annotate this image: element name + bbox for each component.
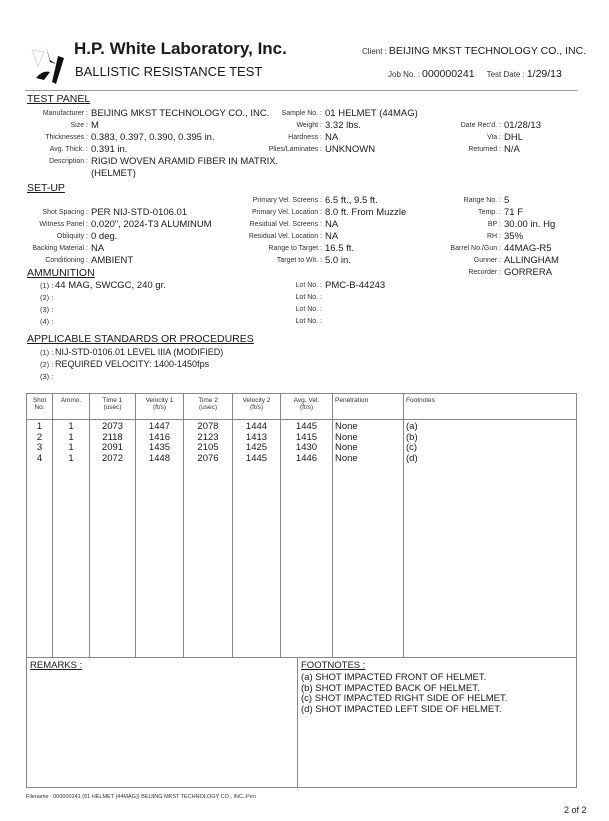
column-header-line: Footnotes [406, 397, 435, 404]
table-cell: None [335, 442, 358, 453]
setup-field-value: NA [91, 243, 105, 254]
setup-field-label: Residual Vel. Location : [248, 233, 322, 240]
column-header-line: (ft/s) [250, 404, 263, 411]
client-value: BEIJING MKST TECHNOLOGY CO., INC. [388, 45, 587, 57]
panel-field-label: Weight : [296, 122, 322, 129]
test-date-label: Test Date : [486, 70, 525, 79]
setup-field-value: 5.0 in. [325, 255, 351, 266]
column-header-line: (ft/s) [300, 404, 313, 411]
table-cell: 1447 [148, 421, 171, 432]
table-cell: 1446 [295, 452, 318, 464]
table-cell: 2073 [101, 421, 124, 432]
job-field [388, 68, 562, 80]
column-header [53, 394, 90, 420]
column-header [281, 394, 333, 420]
table-cell: 2 [36, 431, 43, 443]
table-cell: 1415 [295, 431, 318, 443]
table-cell: 1 [68, 421, 74, 432]
table-cell: 2123 [197, 431, 219, 443]
panel-field-value: UNKNOWN [325, 144, 376, 155]
table-cell: 1435 [148, 442, 171, 453]
setup-field-label: Primary Vel. Location : [251, 209, 322, 216]
column-header-line: (ft/s) [153, 404, 166, 411]
table-cell: 2072 [101, 452, 124, 464]
setup-field-value: NA [325, 231, 339, 242]
table-cell: 2078 [197, 421, 219, 432]
setup-field-label: Recorder : [468, 269, 501, 276]
table-cell: None [335, 421, 358, 432]
company-logo [28, 40, 68, 86]
table-cell: 1425 [245, 442, 268, 453]
panel-field-label: Description : [49, 158, 88, 165]
setup-field-label: Target to Wit. : [276, 257, 322, 264]
panel-field-value: RIGID WOVEN ARAMID FIBER IN MATRIX. [91, 156, 279, 167]
footnote-item: (d) SHOT IMPACTED LEFT SIDE OF HELMET. [301, 703, 502, 715]
page-number: 2 of 2 [564, 805, 587, 815]
table-cell: 2105 [197, 442, 219, 453]
description-continued: (HELMET) [91, 168, 136, 179]
column-header-line: (usec) [103, 404, 122, 411]
column-header-line: Ammo. [60, 397, 82, 404]
setup-field-label: Conditioning : [45, 257, 88, 264]
setup-field-value: ALLINGHAM [504, 255, 559, 266]
table-cell: 1 [68, 452, 74, 464]
table-cell: 2091 [101, 442, 124, 453]
table-cell: 1 [36, 421, 43, 432]
panel-field-value: 0.391 in. [91, 144, 128, 155]
setup-field-label: Barrel No./Gun : [450, 245, 501, 252]
setup-field-value: 6.5 ft., 9.5 ft. [325, 195, 378, 206]
setup-field-label: Witness Panel : [39, 221, 88, 228]
setup-field-value: NA [325, 219, 339, 230]
column-header-line: (usec) [198, 404, 218, 411]
panel-field-label: Hardness : [288, 134, 322, 141]
table-rows [27, 420, 577, 659]
panel-field-value: M [91, 120, 99, 131]
table-cell: (c) [406, 442, 418, 453]
table-cell: (a) [406, 421, 418, 432]
table-cell: 1448 [148, 452, 171, 464]
panel-field-label: Returned : [468, 146, 501, 153]
panel-field-label: Via : [487, 134, 501, 141]
panel-field-label: Manufacturer : [42, 110, 88, 117]
ammo-item-label: (3) : [40, 305, 54, 314]
ammo-item-label: (2) : [40, 293, 54, 302]
column-header-line: Time 1 [102, 397, 123, 404]
ammo-item-label: (4) : [40, 317, 54, 326]
footnote-item: (a) SHOT IMPACTED FRONT OF HELMET. [301, 672, 487, 683]
setup-field-label: Range to Target : [268, 245, 322, 252]
table-cell: 1445 [295, 421, 318, 432]
table-cell: 1416 [148, 431, 171, 443]
setup-field-label: Temp. : [478, 209, 501, 216]
column-header-line: Time 2 [198, 397, 218, 404]
table-cell: 2118 [102, 431, 123, 443]
setup-field-value: GORRERA [504, 267, 553, 278]
setup-field-label: Gunner : [473, 257, 501, 264]
panel-field-value: 3.32 lbs. [325, 120, 361, 131]
test-date-value: 1/29/13 [526, 68, 562, 80]
table-cell: 1444 [245, 421, 268, 432]
panel-field-label: Date Rec'd. : [460, 122, 501, 129]
standard-item-label: (2) : [40, 360, 54, 369]
column-header [233, 394, 281, 420]
setup-field-label: Shot Spacing : [42, 209, 88, 216]
standard-item-value: REQUIRED VELOCITY: 1400-1450fps [55, 359, 210, 369]
standards-heading: APPLICABLE STANDARDS OR PROCEDURES [27, 333, 254, 345]
header-divider [25, 90, 577, 91]
setup-field-value: AMBIENT [91, 255, 134, 266]
panel-field-label: Avg. Thick. : [49, 146, 88, 153]
job-value: 000000241 [422, 68, 475, 80]
table-cell: None [335, 431, 358, 443]
setup-field-label: RH : [487, 233, 501, 240]
setup-field-value: 5 [504, 195, 510, 206]
remarks-box [26, 657, 298, 788]
standard-item-label: (3) : [40, 372, 54, 381]
column-header-line: No. [34, 404, 45, 411]
table-cell: 1 [68, 431, 74, 443]
panel-field-label: Size : [70, 122, 88, 129]
test-panel-heading: TEST PANEL [27, 93, 91, 105]
column-header-line: Penetration [335, 397, 369, 404]
lot-value: PMC-B-44243 [325, 280, 386, 291]
client-label: Client : [362, 47, 387, 56]
panel-field-label: Sample No. : [281, 110, 322, 117]
setup-field-value: 35% [504, 231, 524, 242]
setup-field-value: 8.0 ft. From Muzzle [325, 207, 407, 218]
column-header-line: Velocity 1 [145, 397, 174, 404]
column-header [333, 394, 404, 420]
table-cell: (b) [406, 431, 418, 443]
setup-field-label: BP : [487, 221, 501, 228]
table-cell: 1 [68, 442, 74, 453]
panel-field-value: 01/28/13 [504, 120, 541, 131]
column-header-line: Avg. Vel. [293, 397, 320, 404]
company-name: H.P. White Laboratory, Inc. [74, 39, 287, 58]
column-header [404, 394, 577, 420]
job-label: Job No. : [388, 70, 421, 79]
footnotes-box [297, 657, 577, 788]
ammunition-heading: AMMUNITION [27, 267, 95, 279]
column-header [136, 394, 184, 420]
panel-field-value: N/A [504, 144, 520, 155]
setup-field-value: 0 deg. [91, 231, 118, 242]
table-cell: 1445 [245, 452, 268, 464]
table-cell: None [335, 452, 358, 464]
remarks-title: REMARKS : [30, 660, 83, 671]
table-cell: 1430 [295, 442, 318, 453]
report-subtitle: BALLISTIC RESISTANCE TEST [75, 64, 263, 79]
table-cell: 1413 [245, 431, 268, 443]
footnote-item: (c) SHOT IMPACTED RIGHT SIDE OF HELMET. [301, 693, 508, 705]
panel-field-label: Plies/Laminates : [268, 146, 322, 153]
table-cell: (d) [406, 452, 418, 464]
setup-field-label: Range No. : [463, 197, 501, 204]
column-header [90, 394, 136, 420]
ammo-item-label: (1) : [40, 281, 54, 290]
setup-field-value: 71 F [504, 207, 524, 218]
standard-item-label: (1) : [40, 348, 54, 357]
lot-label: Lot No. : [295, 294, 322, 301]
table-cell: 4 [36, 452, 43, 464]
table-cell: 2076 [197, 452, 219, 464]
column-header [184, 394, 233, 420]
filename: Filename : 000000241 (01 HELMET (44MAG)) BEIJING MKST TECHNOLOGY CO., INC..Pen [26, 794, 256, 800]
panel-field-label: Thicknesses : [45, 134, 88, 141]
setup-field-value: PER NIJ-STD-0106.01 [91, 207, 188, 218]
footnotes-title: FOOTNOTES : [301, 660, 366, 671]
column-header-line: Velocity 2 [242, 397, 271, 404]
shot-table [26, 393, 577, 658]
lot-label: Lot No. : [295, 282, 322, 289]
panel-field-value: 01 HELMET (44MAG) [325, 108, 418, 119]
table-cell: 3 [36, 442, 43, 453]
lot-label: Lot No. : [295, 306, 322, 313]
panel-field-value: NA [325, 132, 339, 143]
setup-field-value: 16.5 ft. [325, 243, 355, 254]
panel-field-value: 0.383, 0.397, 0.390, 0.395 in. [91, 132, 215, 143]
column-header-line: Shot [32, 397, 47, 404]
setup-field-value: 30.00 in. Hg [504, 219, 556, 230]
setup-field-value: 44MAG-R5 [504, 243, 552, 254]
panel-field-value: DHL [504, 132, 524, 143]
ammo-item-value: 44 MAG, SWCGC, 240 gr. [55, 280, 166, 291]
setup-field-label: Primary Vel. Screens : [252, 197, 322, 204]
standard-item-value: NIJ-STD-0106.01 LEVEL IIIA (MODIFIED) [55, 347, 224, 357]
setup-field-label: Obliquity : [56, 233, 88, 240]
footnote-item: (b) SHOT IMPACTED BACK OF HELMET. [301, 682, 480, 694]
setup-heading: SET-UP [27, 182, 65, 194]
setup-field-value: 0.020", 2024-T3 ALUMINUM [91, 219, 212, 230]
panel-field-value: BEIJING MKST TECHNOLOGY CO., INC. [91, 108, 270, 119]
client-field [362, 45, 586, 57]
column-header [27, 394, 53, 420]
setup-field-label: Residual Vel. Screens : [249, 221, 322, 228]
lot-label: Lot No. : [295, 318, 322, 325]
setup-field-label: Backing Material : [32, 245, 88, 252]
